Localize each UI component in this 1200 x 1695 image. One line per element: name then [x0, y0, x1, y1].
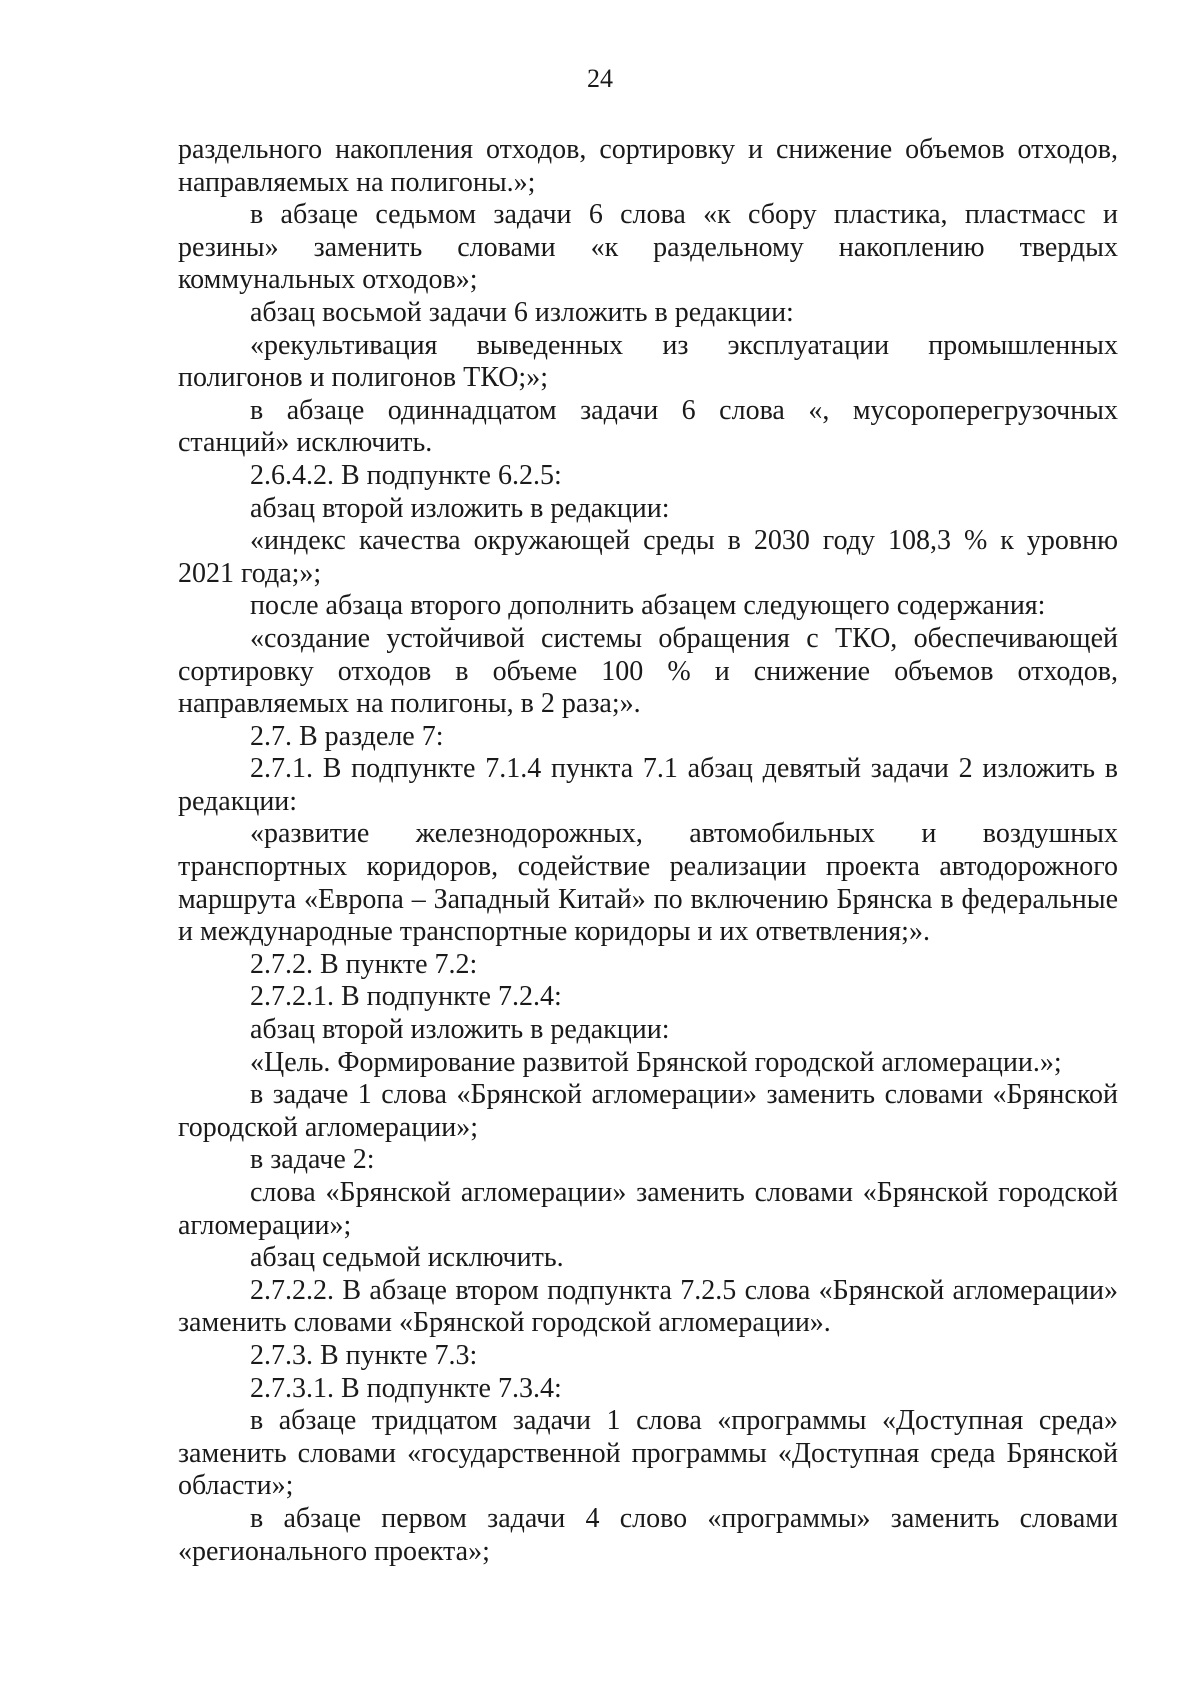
paragraph: 2.7.2.1. В подпункте 7.2.4:	[250, 981, 562, 1013]
paragraph: абзац второй изложить в редакции:	[250, 492, 670, 524]
paragraph: «индекс качества окружающей среды в 2030 году 108,3 % к уровню 2021 года;»;	[178, 525, 1118, 589]
paragraph: 2.7. В разделе 7:	[250, 720, 444, 752]
paragraph: в абзаце первом задачи 4 слово «программы» заменить словами «регионального проекта»;	[178, 1502, 1118, 1567]
document-body	[178, 134, 1118, 1568]
paragraph: 2.7.3.1. В подпункте 7.3.4:	[250, 1372, 562, 1404]
paragraph: после абзаца второго дополнить абзацем следующего содержания:	[250, 590, 1046, 622]
paragraph: «Цель. Формирование развитой Брянской городской агломерации.»;	[250, 1046, 1062, 1078]
paragraph: «создание устойчивой системы обращения с ТКО, обеспечивающей сортировку отходов в объеме 100 % и снижение объемов отходов, направляемых на полигоны, в 2 раза;».	[178, 622, 1118, 720]
paragraph: в задаче 1 слова «Брянской агломерации» заменить словами «Брянской городской агломерации»;	[178, 1079, 1118, 1143]
paragraph: 2.7.1. В подпункте 7.1.4 пункта 7.1 абзац девятый задачи 2 изложить в редакции:	[178, 753, 1118, 817]
paragraph: 2.7.2.2. В абзаце втором подпункта 7.2.5 слова «Брянской агломерации» заменить словами «Брянской городской агломерации».	[178, 1274, 1118, 1339]
paragraph: 2.7.3. В пункте 7.3:	[250, 1339, 478, 1371]
paragraph: 2.6.4.2. В подпункте 6.2.5:	[250, 459, 562, 491]
paragraph: абзац второй изложить в редакции:	[250, 1014, 670, 1046]
paragraph: раздельного накопления отходов, сортировку и снижение объемов отходов, направляемых на полигоны.»;	[178, 134, 1118, 198]
paragraph: слова «Брянской агломерации» заменить словами «Брянской городской агломерации»;	[178, 1177, 1118, 1241]
paragraph: в абзаце одиннадцатом задачи 6 слова «, мусороперегрузочных станций» исключить.	[178, 394, 1118, 459]
paragraph: «рекультивация выведенных из эксплуатации промышленных полигонов и полигонов ТКО;»;	[178, 329, 1118, 394]
paragraph: абзац седьмой исключить.	[250, 1242, 564, 1274]
paragraph: «развитие железнодорожных, автомобильных и воздушных транспортных коридоров, содействие реализации проекта автодорожного маршрута «Европа – Западный Китай» по включению Брянска в федеральные и международные транспортные коридоры и их ответвления;».	[178, 818, 1118, 948]
paragraph: в абзаце седьмом задачи 6 слова «к сбору пластика, пластмасс и резины» заменить словами «к раздельному накоплению твердых коммунальных отходов»;	[178, 199, 1118, 296]
paragraph: в задаче 2:	[250, 1144, 375, 1176]
paragraph: в абзаце тридцатом задачи 1 слова «программы «Доступная среда» заменить словами «государственной программы «Доступная среда Брянской области»;	[178, 1405, 1118, 1502]
paragraph: абзац восьмой задачи 6 изложить в редакции:	[250, 296, 794, 328]
page-number: 24	[587, 64, 613, 93]
paragraph: 2.7.2. В пункте 7.2:	[250, 948, 478, 980]
